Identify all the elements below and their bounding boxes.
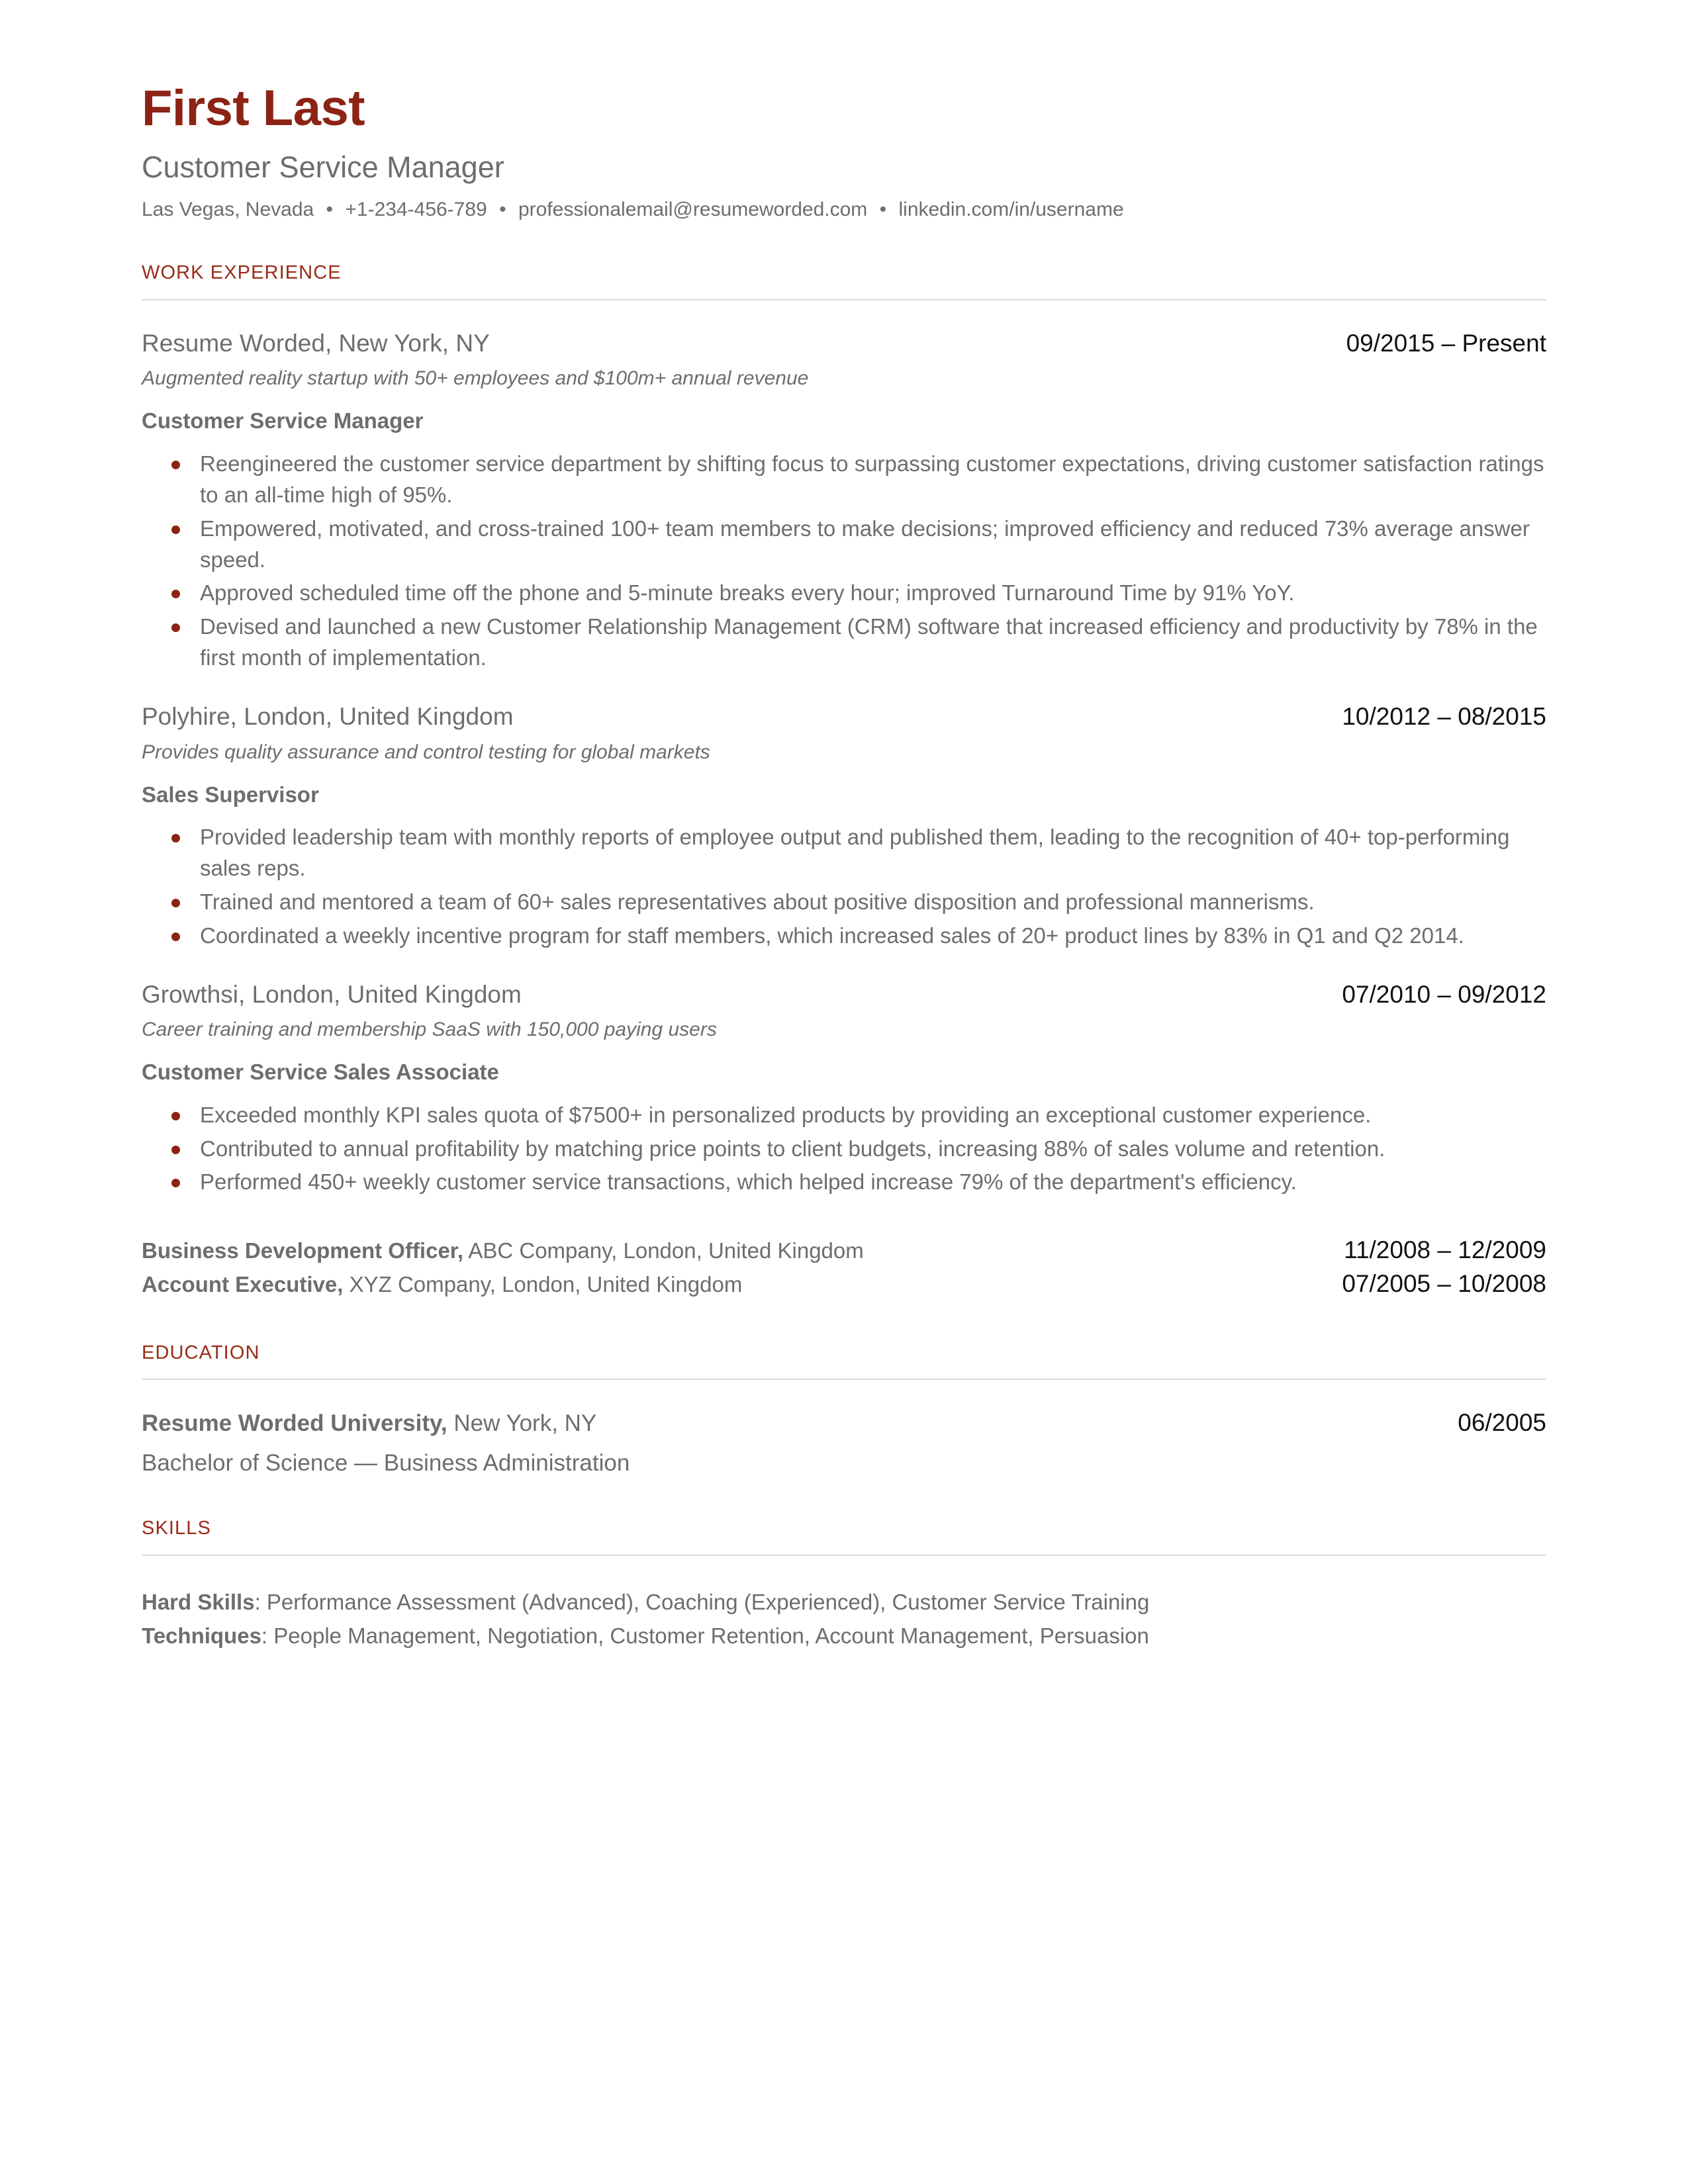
work-dates: 09/2015 – Present [1346, 329, 1546, 357]
education-entry-header [142, 1409, 1546, 1437]
section-divider [142, 1379, 1546, 1380]
work-bullet-list [142, 822, 1546, 951]
work-bullet: Coordinated a weekly incentive program for staff members, which increased sales of 20+ product lines by 83% in Q1 and Q2 2014. [142, 921, 1546, 952]
section-skills [142, 1517, 1546, 1653]
resume-header [142, 80, 1546, 222]
skill-value: : People Management, Negotiation, Customer Retention, Account Management, Persuasion [261, 1623, 1149, 1649]
candidate-name: First Last [142, 80, 365, 136]
work-company: Polyhire, London, United Kingdom [142, 702, 514, 730]
section-heading-work: WORK EXPERIENCE [142, 262, 342, 283]
compact-role-title: Account Executive, [142, 1272, 344, 1297]
education-degree: Bachelor of Science — Business Administration [142, 1450, 630, 1477]
section-divider [142, 299, 1546, 300]
work-entry [142, 330, 1546, 674]
contact-separator-icon: • [879, 198, 887, 220]
compact-role-row [142, 1234, 1546, 1267]
section-heading-education: EDUCATION [142, 1342, 260, 1363]
contact-separator-icon: • [499, 198, 506, 220]
contact-line [142, 197, 1546, 222]
education-school-location: New York, NY [447, 1410, 597, 1437]
work-entry [142, 703, 1546, 952]
work-dates: 10/2012 – 08/2015 [1342, 702, 1546, 730]
work-entry [142, 981, 1546, 1199]
work-role-title: Sales Supervisor [142, 782, 319, 807]
contact-email[interactable]: professionalemail@resumeworded.com [518, 198, 868, 220]
section-divider [142, 1555, 1546, 1556]
work-bullet: Exceeded monthly KPI sales quota of $7500+ in personalized products by providing an exceptional customer experience. [142, 1100, 1546, 1131]
skills-content [142, 1585, 1546, 1653]
compact-role-text [142, 1234, 864, 1267]
section-heading-skills: SKILLS [142, 1518, 211, 1539]
work-entry-header [142, 330, 1546, 358]
contact-phone[interactable]: +1-234-456-789 [345, 198, 487, 220]
skill-label: Hard Skills [142, 1590, 255, 1615]
work-bullet: Approved scheduled time off the phone and 5-minute breaks every hour; improved Turnaround Time by 91% YoY. [142, 578, 1546, 609]
contact-separator-icon: • [326, 198, 334, 220]
skill-row [142, 1619, 1546, 1653]
compact-role-row [142, 1267, 1546, 1301]
work-bullet: Empowered, motivated, and cross-trained 100+ team members to make decisions; improved efficiency and reduced 73% average answer speed. [142, 514, 1546, 576]
compact-role-company: XYZ Company, London, United Kingdom [343, 1272, 743, 1297]
work-company-description: Provides quality assurance and control testing for global markets [142, 741, 710, 763]
section-education [142, 1342, 1546, 1478]
contact-location: Las Vegas, Nevada [142, 198, 314, 220]
education-school-name: Resume Worded University, [142, 1410, 447, 1437]
compact-role-dates: 11/2008 – 12/2009 [1344, 1236, 1546, 1264]
work-bullet-list [142, 1100, 1546, 1199]
compact-role-text [142, 1267, 742, 1301]
work-company-description: Career training and membership SaaS with 150,000 paying users [142, 1019, 717, 1041]
work-company-description: Augmented reality startup with 50+ employees and $100m+ annual revenue [142, 367, 809, 390]
work-bullet: Devised and launched a new Customer Relationship Management (CRM) software that increased efficiency and productivity by 78% in the first month of implementation. [142, 612, 1546, 674]
skill-value: : Performance Assessment (Advanced), Coaching (Experienced), Customer Service Training [254, 1590, 1150, 1615]
work-bullet: Provided leadership team with monthly reports of employee output and published them, leading to the recognition of 40+ top-performing sales reps. [142, 822, 1546, 884]
education-entry [142, 1409, 1546, 1477]
section-work-experience [142, 261, 1546, 1302]
education-dates: 06/2005 [1458, 1409, 1546, 1437]
work-bullet-list [142, 449, 1546, 674]
compact-role-company: ABC Company, London, United Kingdom [463, 1238, 864, 1263]
work-role-title: Customer Service Sales Associate [142, 1060, 499, 1085]
work-role-title: Customer Service Manager [142, 408, 424, 433]
education-school [142, 1410, 596, 1437]
compact-role-dates: 07/2005 – 10/2008 [1342, 1270, 1546, 1298]
work-dates: 07/2010 – 09/2012 [1342, 980, 1546, 1008]
work-entry-header [142, 703, 1546, 731]
work-entry-header [142, 981, 1546, 1009]
work-bullet: Trained and mentored a team of 60+ sales representatives about positive disposition and professional mannerisms. [142, 887, 1546, 918]
skill-row [142, 1585, 1546, 1619]
work-company: Resume Worded, New York, NY [142, 329, 490, 357]
candidate-headline: Customer Service Manager [142, 150, 504, 184]
work-bullet: Performed 450+ weekly customer service transactions, which helped increase 79% of the department's efficiency. [142, 1167, 1546, 1198]
compact-roles-list [142, 1234, 1546, 1301]
skill-label: Techniques [142, 1623, 261, 1649]
work-bullet: Reengineered the customer service department by shifting focus to surpassing customer expectations, driving customer satisfaction ratings to an all-time high of 95%. [142, 449, 1546, 511]
work-company: Growthsi, London, United Kingdom [142, 980, 522, 1008]
work-bullet: Contributed to annual profitability by matching price points to client budgets, increasing 88% of sales volume and retention. [142, 1134, 1546, 1165]
compact-role-title: Business Development Officer, [142, 1238, 463, 1263]
contact-linkedin[interactable]: linkedin.com/in/username [898, 198, 1124, 220]
